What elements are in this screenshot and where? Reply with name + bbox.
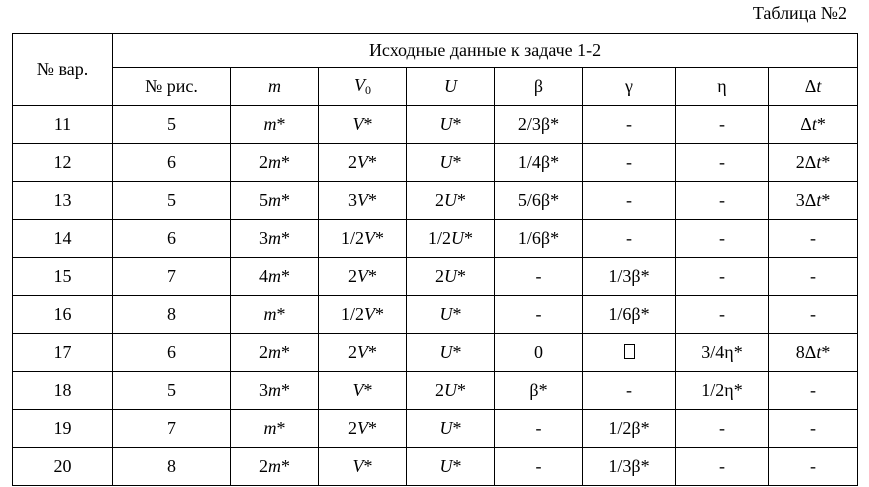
table-cell: V*: [319, 372, 407, 410]
table-header: [13, 34, 858, 106]
table-cell: 2Δt*: [769, 144, 858, 182]
table-cell: -: [769, 448, 858, 486]
column-header: U: [407, 68, 495, 106]
missing-glyph-icon: [624, 344, 635, 359]
table-cell: 2U*: [407, 372, 495, 410]
table-cell: Δt*: [769, 106, 858, 144]
variant-cell: 16: [13, 296, 113, 334]
table-cell: -: [676, 258, 769, 296]
table-cell: -: [583, 144, 676, 182]
header-row-columns: [13, 68, 858, 106]
table-cell: m*: [231, 410, 319, 448]
column-header: Δt: [769, 68, 858, 106]
table-cell: V*: [319, 106, 407, 144]
table-cell: 6: [113, 334, 231, 372]
column-header: m: [231, 68, 319, 106]
table-cell: 1/2η*: [676, 372, 769, 410]
table-cell: 3m*: [231, 372, 319, 410]
table-row: [13, 182, 858, 220]
table-row: [13, 220, 858, 258]
table-cell: -: [769, 410, 858, 448]
table-cell: -: [676, 220, 769, 258]
table-cell: 5/6β*: [495, 182, 583, 220]
table-cell: -: [583, 106, 676, 144]
table-body: [13, 106, 858, 486]
table-cell: -: [495, 448, 583, 486]
variant-cell: 11: [13, 106, 113, 144]
table-cell: 3Δt*: [769, 182, 858, 220]
table-cell: U*: [407, 448, 495, 486]
variant-cell: 18: [13, 372, 113, 410]
table-cell: 6: [113, 220, 231, 258]
table-cell: 2/3β*: [495, 106, 583, 144]
table-cell: 5m*: [231, 182, 319, 220]
variant-cell: 15: [13, 258, 113, 296]
variant-cell: 13: [13, 182, 113, 220]
table-cell: U*: [407, 296, 495, 334]
table-cell: 5: [113, 182, 231, 220]
table-cell: m*: [231, 106, 319, 144]
table-row: [13, 258, 858, 296]
table-cell: -: [583, 372, 676, 410]
table-cell: 7: [113, 410, 231, 448]
table-cell: -: [676, 410, 769, 448]
table-cell: 1/6β*: [583, 296, 676, 334]
table-cell: [583, 334, 676, 372]
table-cell: -: [495, 296, 583, 334]
table-cell: 1/2U*: [407, 220, 495, 258]
table-cell: 1/3β*: [583, 448, 676, 486]
table-cell: 1/3β*: [583, 258, 676, 296]
table-cell: -: [769, 296, 858, 334]
table-cell: 5: [113, 106, 231, 144]
table-cell: -: [676, 182, 769, 220]
table-cell: 1/6β*: [495, 220, 583, 258]
table-cell: 2U*: [407, 258, 495, 296]
variant-cell: 12: [13, 144, 113, 182]
table-cell: 3/4η*: [676, 334, 769, 372]
table-cell: U*: [407, 334, 495, 372]
column-header: № рис.: [113, 68, 231, 106]
table-cell: U*: [407, 144, 495, 182]
table-cell: -: [769, 372, 858, 410]
table-row: [13, 106, 858, 144]
table-cell: -: [676, 144, 769, 182]
column-header: β: [495, 68, 583, 106]
table-cell: 1/2V*: [319, 296, 407, 334]
table-cell: 8: [113, 296, 231, 334]
table-cell: 2m*: [231, 448, 319, 486]
table-cell: 3m*: [231, 220, 319, 258]
table-cell: 7: [113, 258, 231, 296]
table-cell: 8: [113, 448, 231, 486]
table-cell: 1/2V*: [319, 220, 407, 258]
table-cell: U*: [407, 106, 495, 144]
variant-cell: 19: [13, 410, 113, 448]
table-cell: 1/2β*: [583, 410, 676, 448]
table-cell: β*: [495, 372, 583, 410]
table-cell: -: [495, 410, 583, 448]
table-cell: 8Δt*: [769, 334, 858, 372]
table-cell: 2U*: [407, 182, 495, 220]
variant-cell: 20: [13, 448, 113, 486]
table-cell: -: [769, 220, 858, 258]
table-cell: -: [495, 258, 583, 296]
table-cell: m*: [231, 296, 319, 334]
table-cell: 2m*: [231, 144, 319, 182]
table-row: [13, 448, 858, 486]
header-variant: № вар.: [13, 34, 113, 106]
table-cell: -: [583, 220, 676, 258]
table-row: [13, 334, 858, 372]
table-cell: U*: [407, 410, 495, 448]
table-cell: -: [676, 106, 769, 144]
header-row-group: [13, 34, 858, 68]
table-cell: 4m*: [231, 258, 319, 296]
table-row: [13, 410, 858, 448]
column-header: γ: [583, 68, 676, 106]
table-row: [13, 144, 858, 182]
header-group-title: Исходные данные к задаче 1-2: [113, 34, 858, 68]
table-cell: 6: [113, 144, 231, 182]
table-cell: 1/4β*: [495, 144, 583, 182]
table-row: [13, 372, 858, 410]
table-cell: 2V*: [319, 410, 407, 448]
table-cell: -: [583, 182, 676, 220]
variant-cell: 17: [13, 334, 113, 372]
table-cell: V*: [319, 448, 407, 486]
table-cell: 2V*: [319, 258, 407, 296]
table-cell: -: [769, 258, 858, 296]
table-caption: Таблица №2: [752, 3, 847, 23]
table-cell: 0: [495, 334, 583, 372]
table-cell: 2m*: [231, 334, 319, 372]
table-cell: -: [676, 448, 769, 486]
table-cell: 3V*: [319, 182, 407, 220]
table-cell: -: [676, 296, 769, 334]
source-data-table: [12, 33, 858, 486]
table-cell: 2V*: [319, 334, 407, 372]
column-header: $V_0$: [319, 68, 407, 106]
column-header: η: [676, 68, 769, 106]
table-cell: 2V*: [319, 144, 407, 182]
variant-cell: 14: [13, 220, 113, 258]
table-cell: 5: [113, 372, 231, 410]
table-row: [13, 296, 858, 334]
